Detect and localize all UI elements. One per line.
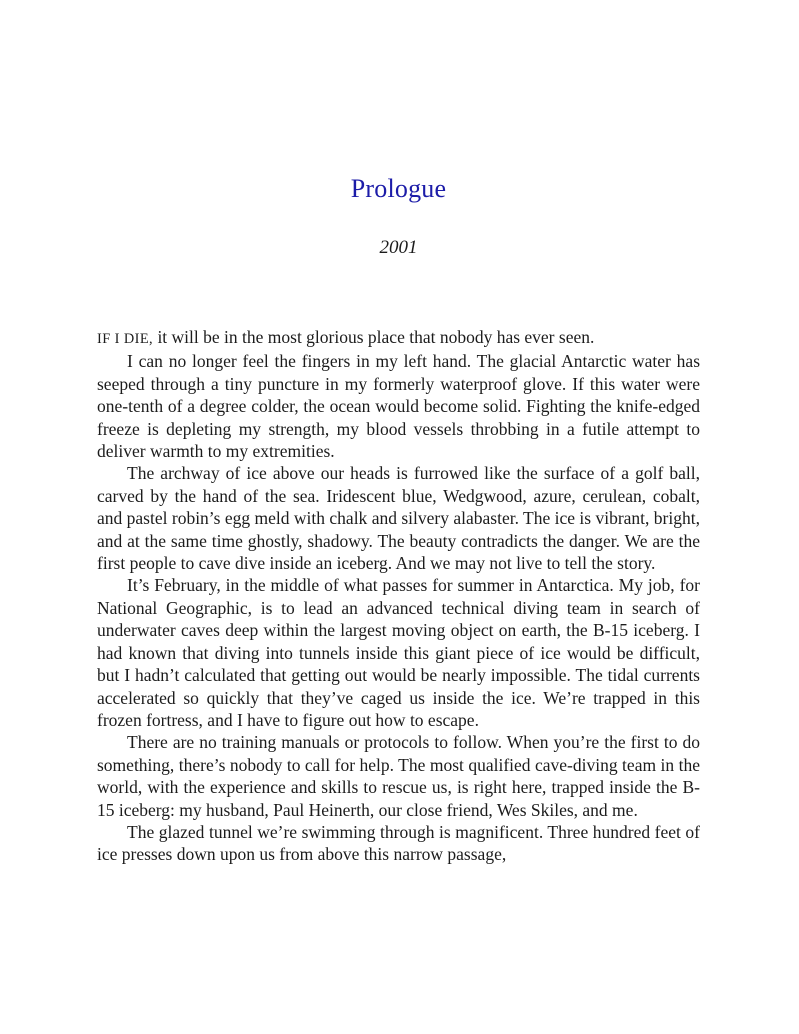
- chapter-title: Prologue: [350, 174, 447, 203]
- opening-phrase-smallcaps: IF I DIE,: [97, 331, 154, 347]
- paragraph: I can no longer feel the fingers in my left hand. The glacial Antarctic water has seeped through a tiny puncture in my formerly waterproof glove. If this water were one-tenth of a degree colder, the ocean would become solid. Fighting the knife-edged freeze is depleting my strength, my blood vessels throbbing in a futile attempt to deliver warmth to my extremities.: [97, 351, 700, 462]
- paragraph: It’s February, in the middle of what passes for summer in Antarctica. My job, for National Geographic, is to lead an advanced technical diving team in search of underwater caves deep within the largest moving object on earth, the B-15 iceberg. I had known that diving into tunnels inside this giant piece of ice would be difficult, but I hadn’t calculated that getting out would be nearly impossible. The tidal currents accelerated so quickly that they’ve caged us inside the ice. We’re trapped in this frozen fortress, and I have to figure out how to escape.: [97, 575, 700, 730]
- paragraph: The glazed tunnel we’re swimming through is magnificent. Three hundred feet of ice presses down upon us from above this narrow passage,: [97, 821, 700, 865]
- paragraph: [97, 326, 700, 350]
- paragraph: There are no training manuals or protocols to follow. When you’re the first to do something, there’s nobody to call for help. The most qualified cave-diving team in the world, with the experience and skills to rescue us, is right here, trapped inside the B-15 iceberg: my husband, Paul Heinerth, our close friend, Wes Skiles, and me.: [97, 732, 700, 820]
- paragraph: The archway of ice above our heads is furrowed like the surface of a golf ball, carved by the hand of the sea. Iridescent blue, Wedgwood, azure, cerulean, cobalt, and pastel robin’s egg meld with chalk and silvery alabaster. The ice is vibrant, bright, and at the same time ghostly, shadowy. The beauty contradicts the danger. We are the first people to cave dive inside an iceberg. And we may not live to tell the story.: [97, 463, 700, 574]
- paragraph-text: it will be in the most glorious place that nobody has ever seen.: [153, 327, 595, 347]
- chapter-body: [97, 326, 700, 866]
- chapter-year: 2001: [379, 237, 418, 258]
